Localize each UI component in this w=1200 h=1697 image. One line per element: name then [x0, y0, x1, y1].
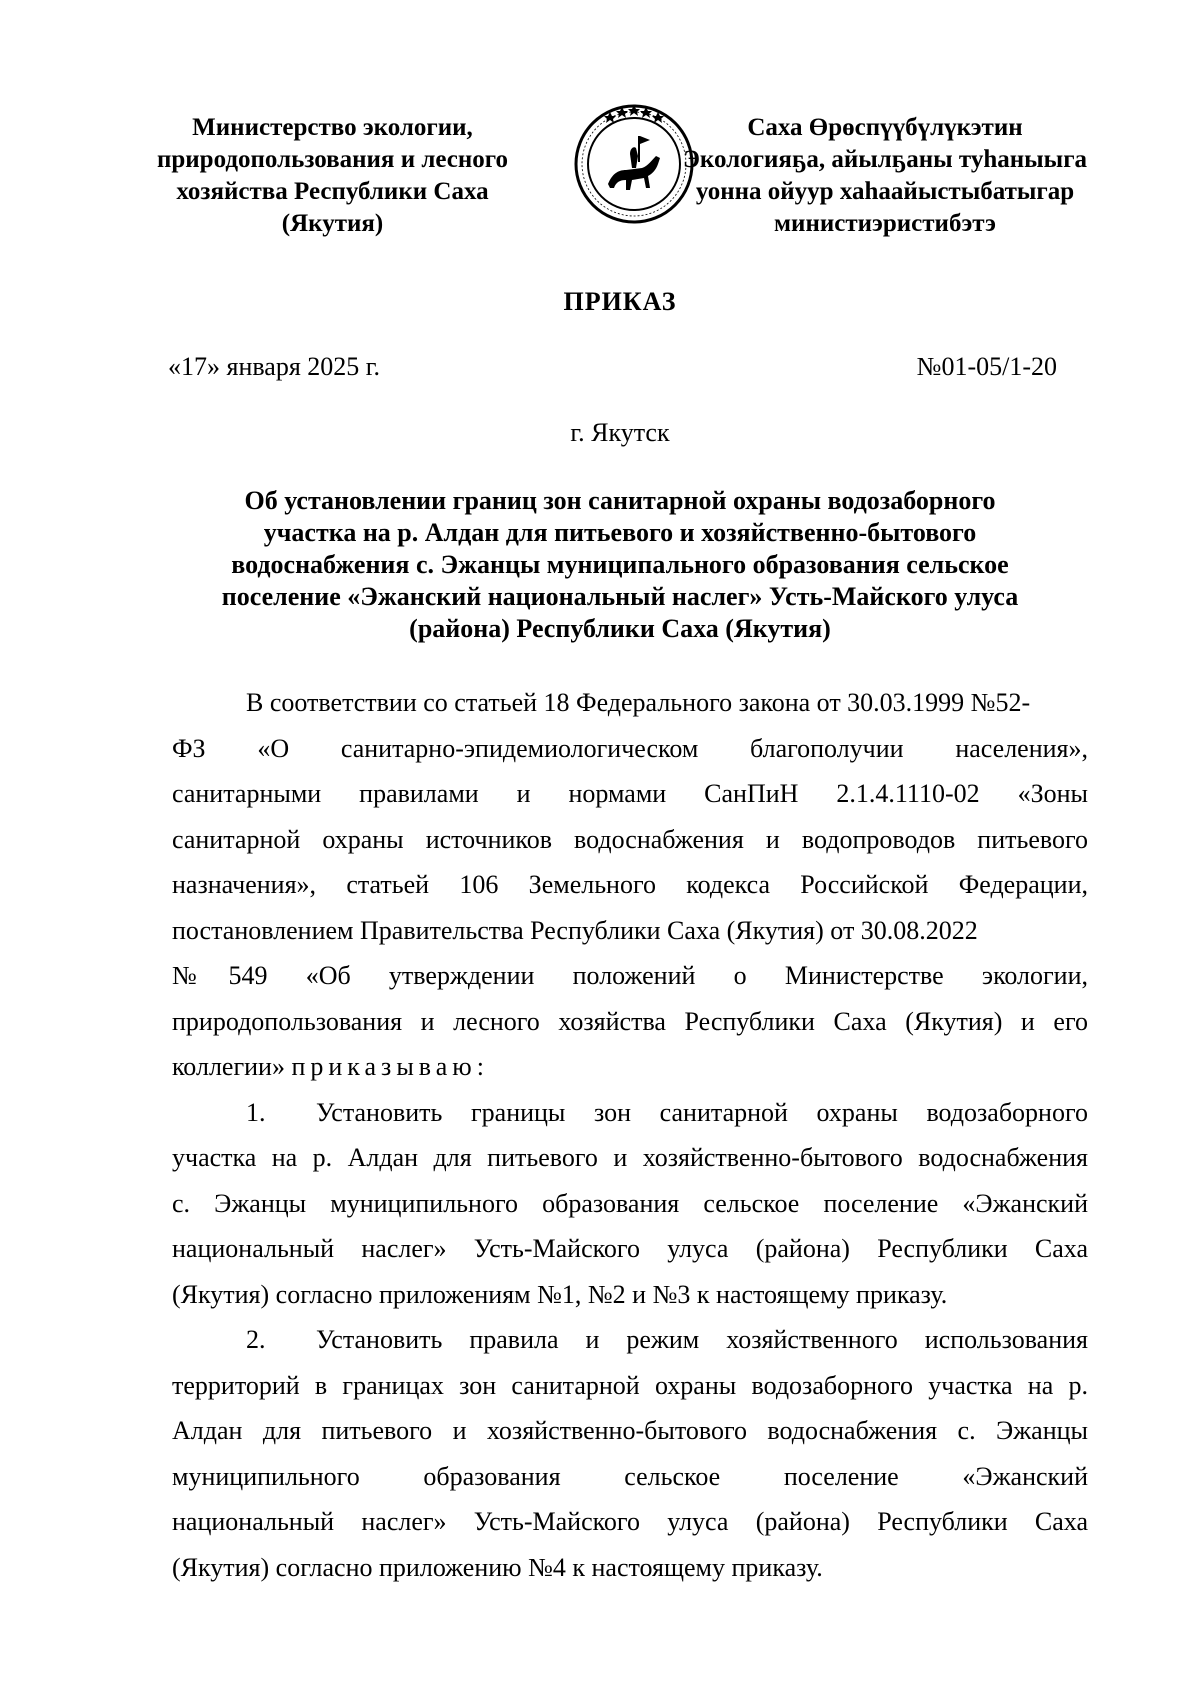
org-name-line: Экологияҕа, айылҕаны туһаныыга: [682, 146, 1088, 173]
org-name-line: Саха Өрөспүүбүлүкэтин: [747, 114, 1023, 141]
preamble-line: назначения», статьей 106 Земельного кодекса Российской Федерации,: [172, 870, 1088, 899]
org-name-line: (Якутия): [281, 210, 384, 237]
org-name-line: хозяйства Республики Саха: [176, 178, 489, 205]
subject-line: Об установлении границ зон санитарной охраны водозаборного: [244, 486, 996, 515]
document-type-title: ПРИКАЗ: [563, 287, 677, 316]
item-line: Алдан для питьевого и хозяйственно-бытового водоснабжения с. Эжанцы: [172, 1416, 1088, 1445]
preamble-line: В соответствии со статьей 18 Федерального закона от 30.03.1999 №52-: [246, 688, 1031, 717]
item-marker: 2.: [246, 1325, 266, 1354]
preamble-line: природопользования и лесного хозяйства Республики Саха (Якутия) и его: [172, 1006, 1088, 1036]
subject-line: (района) Республики Саха (Якутия): [409, 614, 831, 643]
org-name-russian: [140, 112, 525, 240]
preamble-prefix: коллегии»: [172, 1052, 285, 1081]
item-line: с. Эжанцы муниципильного образования сельское поселение «Эжанский: [172, 1188, 1088, 1218]
org-name-sakha: [670, 112, 1100, 240]
item-text: Установить границы зон санитарной охраны водозаборного: [316, 1097, 1088, 1127]
preamble-last-line: [172, 1044, 1088, 1090]
item-line: национальный наслег» Усть-Майского улуса (района) Республики Саха: [172, 1234, 1088, 1263]
item-line: участка на р. Алдан для питьевого и хозяйственно-бытового водоснабжения: [172, 1143, 1088, 1172]
item-1-first-line: [172, 1090, 1088, 1136]
preamble-line: постановлением Правительства Республики Саха (Якутия) от 30.08.2022: [172, 915, 978, 945]
preamble-line: №549 «Об утверждении положений о Министерстве экологии,: [172, 961, 1088, 990]
subject-line: поселение «Эжанский национальный наслег» Усть-Майского улуса: [221, 582, 1019, 611]
org-name-line: министиэристибэтэ: [774, 210, 996, 237]
item-line: территорий в границах зон санитарной охраны водозаборного участка на р.: [172, 1370, 1088, 1400]
order-word: приказываю:: [291, 1052, 489, 1081]
preamble-line: санитарной охраны источников водоснабжения и водопроводов питьевого: [172, 824, 1088, 854]
preamble-line: ФЗ «О санитарно-эпидемиологическом благополучии населения»,: [172, 733, 1088, 763]
org-name-line: Министерство экологии,: [192, 114, 473, 141]
document-city: г. Якутск: [570, 418, 670, 447]
letterhead: [140, 112, 1088, 262]
item-2-first-line: [172, 1317, 1088, 1363]
item-line: (Якутия) согласно приложению №4 к настоящему приказу.: [172, 1552, 823, 1582]
item-line: (Якутия) согласно приложениям №1, №2 и №3 к настоящему приказу.: [172, 1279, 948, 1309]
document-body: [172, 680, 1088, 1590]
document-subject: [170, 485, 1070, 645]
document-date: «17» января 2025 г.: [168, 352, 381, 381]
item-line: муниципильного образования сельское поселение «Эжанский: [172, 1461, 1088, 1491]
item-line: национальный наслег» Усть-Майского улуса (района) Республики Саха: [172, 1507, 1088, 1536]
subject-line: водоснабжения с. Эжанцы муниципального образования сельское: [231, 550, 1009, 579]
org-name-line: уонна ойуур хаһаайыстыбатыгар: [695, 178, 1075, 205]
org-name-line: природопользования и лесного: [156, 146, 509, 173]
preamble-line: санитарными правилами и нормами СанПиН 2.1.4.1110-02 «Зоны: [172, 779, 1088, 808]
item-marker: 1.: [246, 1097, 266, 1127]
subject-line: участка на р. Алдан для питьевого и хозяйственно-бытового: [263, 518, 977, 547]
document-number: №01-05/1-20: [916, 352, 1057, 381]
item-text: Установить правила и режим хозяйственного использования: [316, 1325, 1088, 1354]
